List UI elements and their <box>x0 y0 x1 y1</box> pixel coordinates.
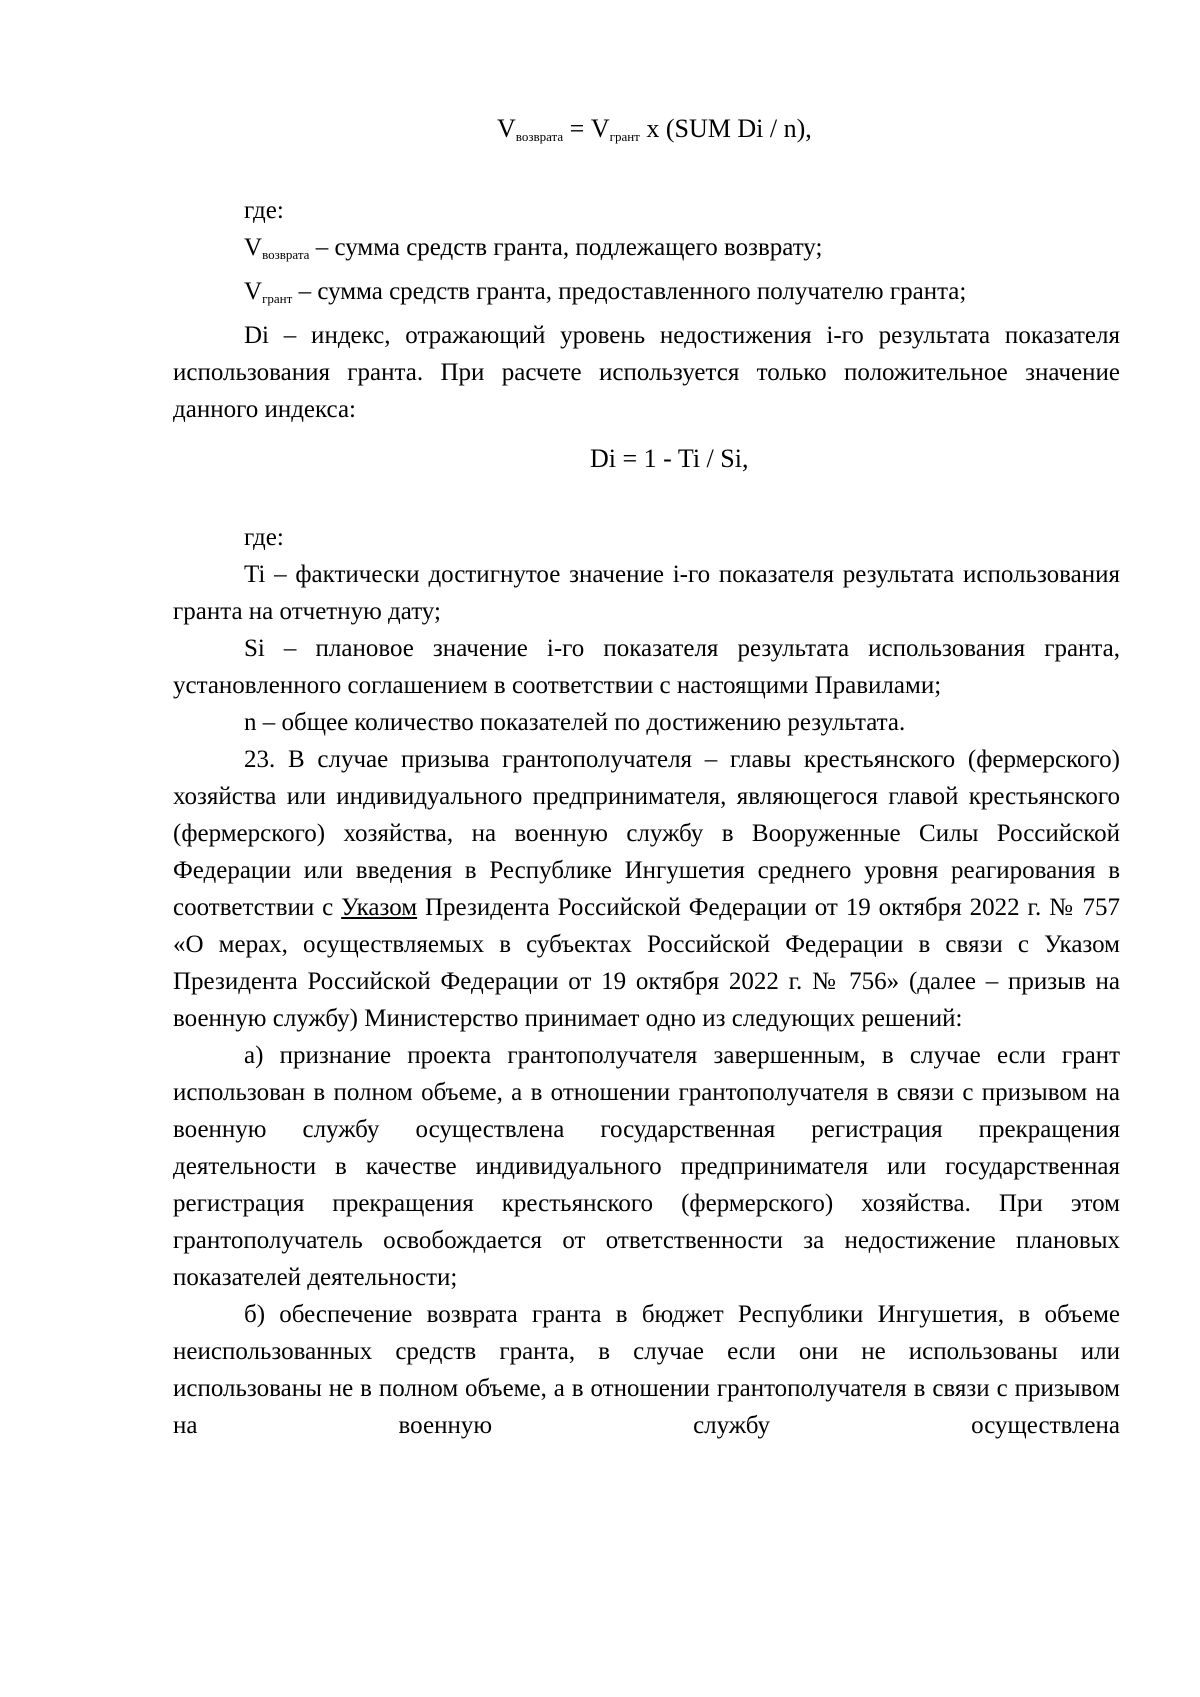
where-label: где: <box>244 197 284 224</box>
return-formula <box>497 114 812 145</box>
def-v-return: $V_{возврата}$ – сумма средств гранта, подлежащего возврату; <box>244 234 823 262</box>
def-n: n – общее количество показателей по достижению результата. <box>244 709 906 736</box>
formula-subscript: грант <box>609 129 640 144</box>
formula-symbol: V <box>590 114 610 143</box>
paragraph-23: 23. В случае призыва грантополучателя – главы крестьянского (фермерского) хозяйства или индивидуального предпринимателя, являющегося главой крестьянского (фермерского) хозяйства, на военную службу в Вооруженные Силы Российской Федерации или введения в Республике Ингушетия среднего уровня реагирования в соответствии с Указом Президента Российской Федерации от 19 октября 2022 г. № 757 «О мерах, осуществляемых в субъектах Российской Федерации в связи с Указом Президента Российской Федерации от 19 октября 2022 г. № 756» (далее – призыв на военную службу) Министерство принимает одно из следующих решений: <box>173 746 1121 1032</box>
definitions-block-2 <box>173 519 1120 1444</box>
definitions-block-1 <box>173 192 1120 428</box>
def-ti: Ti – фактически достигнутое значение i-го показателя результата использования гранта на отчетную дату; <box>173 561 1120 625</box>
di-formula: Di = 1 - Ti / Si, <box>590 444 749 473</box>
formula-subscript: возврата <box>515 129 564 144</box>
item-b: б) обеспечение возврата гранта в бюджет Республики Ингушетия, в объеме неиспользованных средств гранта, в случае если они не использованы или использованы не в полном объеме, а в отношении грантополучателя в связи с призывом на военную службу осуществлена <box>173 1301 1120 1439</box>
formula-rest: x (SUM Di / n), <box>639 114 812 143</box>
def-v-grant: $V_{грант}$ – сумма средств гранта, предоставленного получателю гранта; <box>244 278 967 306</box>
where-label: где: <box>244 524 284 551</box>
def-di: Di – индекс, отражающий уровень недостижения i-го результата показателя использования гранта. При расчете используется только положительное значение данного индекса: <box>173 322 1120 423</box>
formula-symbol: V <box>497 114 516 143</box>
def-si: Si – плановое значение i-го показателя результата использования гранта, установленного соглашением в соответствии с настоящими Правилами; <box>173 635 1120 699</box>
decree-link[interactable]: Указом <box>341 894 418 921</box>
item-a: а) признание проекта грантополучателя завершенным, в случае если грант использован в полном объеме, а в отношении грантополучателя в связи с призывом на военную службу осуществлена государственная регистрация прекращения деятельности в качестве индивидуального предпринимателя или государственная регистрация прекращения крестьянского (фермерского) хозяйства. При этом грантополучатель освобождается от ответственности за недостижение плановых показателей деятельности; <box>173 1042 1120 1291</box>
formula-equals: = <box>563 114 591 143</box>
